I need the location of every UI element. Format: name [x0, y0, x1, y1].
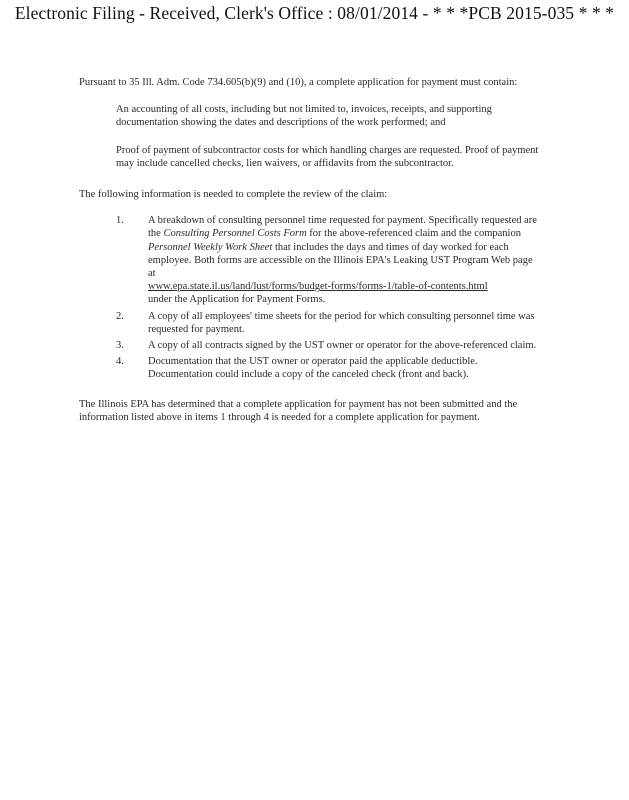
item-number: 2.	[116, 310, 124, 322]
item-text	[148, 214, 538, 306]
forms-link[interactable]: www.epa.state.il.us/land/lust/forms/budget-forms/forms-1/table-of-contents.html	[148, 281, 488, 293]
consulting-form-name: Consulting Personnel Costs Form	[163, 228, 307, 240]
list-item	[116, 339, 549, 352]
item-number: 3.	[116, 340, 124, 352]
worksheet-form-name: Personnel Weekly Work Sheet	[148, 241, 273, 253]
item-text-part: A breakdown of consulting personnel time requested for payment. Specifically requested are the	[148, 215, 537, 240]
list-item	[116, 310, 549, 336]
list-item	[116, 355, 549, 381]
needed-items-list	[116, 214, 549, 381]
requirement-accounting: An accounting of all costs, including but not limited to, invoices, receipts, and supporting documentation showing the dates and descriptions of the work performed; and	[116, 104, 492, 129]
item-text: A copy of all employees' time sheets for the period for which consulting personnel time was requested for payment.	[148, 310, 535, 335]
filing-header: Electronic Filing - Received, Clerk's Office : 08/01/2014 - * * *PCB 2015-035 * * *	[14, 3, 615, 23]
item-text: A copy of all contracts signed by the UST owner or operator for the above-referenced claim.	[148, 340, 537, 352]
item-text-part: that includes the days and times of day worked for each employee. Both forms are accessible on the Illinois EPA's Leaking UST Program Web page at	[148, 241, 533, 280]
requirement-proof-of-payment: Proof of payment of subcontractor costs for which handling charges are requested. Proof of payment may include cancelled checks, lien waivers, or affidavits from the subcontractor.	[116, 144, 539, 169]
needed-info-heading: The following information is needed to complete the review of the claim:	[79, 189, 388, 201]
item-text-part: under the Application for Payment Forms.	[148, 294, 326, 306]
list-item	[116, 214, 549, 306]
item-number: 1.	[116, 215, 124, 227]
item-number: 4.	[116, 356, 124, 368]
letter-body	[79, 76, 549, 424]
conclusion-paragraph: The Illinois EPA has determined that a complete application for payment has not been submitted and the information listed above in items 1 through 4 is needed for a complete application for payment.	[79, 398, 518, 423]
item-text: Documentation that the UST owner or operator paid the applicable deductible. Documentation could include a copy of the canceled check (front and back).	[148, 356, 478, 381]
intro-paragraph: Pursuant to 35 Ill. Adm. Code 734.605(b)(9) and (10), a complete application for payment must contain:	[79, 77, 518, 88]
item-text-part: for the above-referenced claim and the companion	[306, 228, 521, 240]
